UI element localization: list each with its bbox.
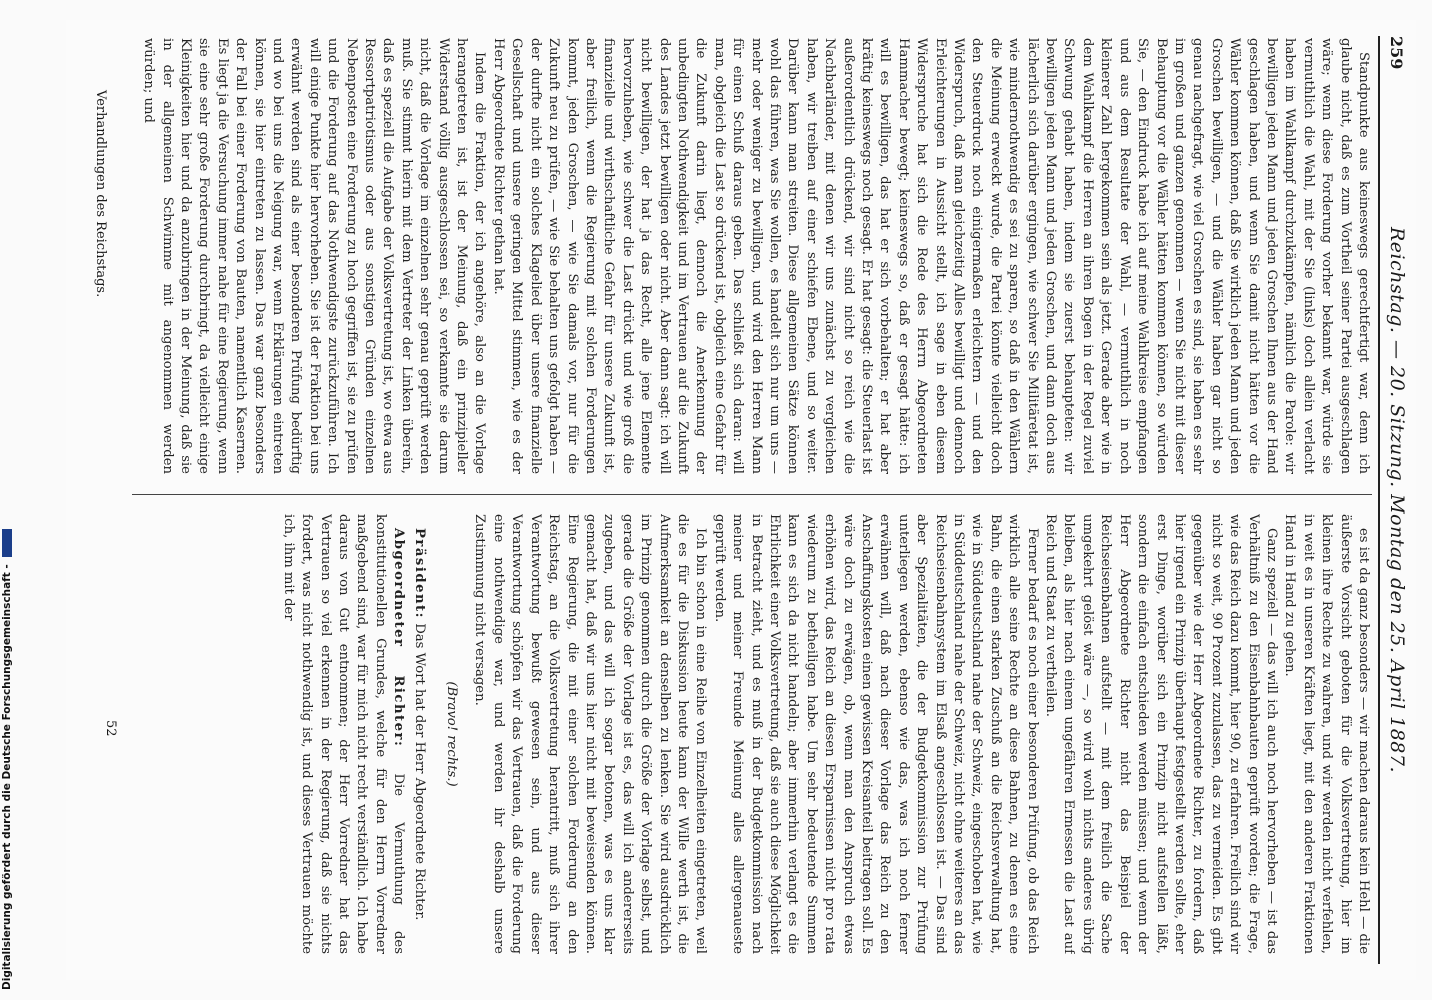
richter-speech-text: Die Vermuthung des konstitutionellen Grundes, welche für den Herrn Vorredner maßgebend sind, war für mich nicht recht verständlich. Ich habe daraus von Gut entnommen; der Herr Vorredner hat das Vertrauen so viel erkennen in der Regierung, daß sie nichts fordert, was nicht nothwendig ist, und dieses Vertrauen möchte ich, ihm mit der	[280, 514, 407, 954]
right-column	[132, 514, 1372, 954]
speaker-label-president: Präsident:	[411, 528, 427, 620]
running-title: Reichstag. — 20. Sitzung. Montag den 25. April 1887.	[1386, 227, 1408, 773]
speaker-label-richter: Abgeordneter Richter:	[391, 528, 407, 748]
president-speech-text: Das Wort hat der Herr Abgeordnete Richter.	[411, 623, 427, 921]
page-header	[1378, 36, 1410, 964]
left-paragraph-2: Indem die Fraktion, der ich angehöre, also an die Vorlage herangetreten ist, ist der Meinung, daß ein prinzipieller Widerstand völlig ausgeschlossen sei, so verkannte sie darum nicht, daß die Vorlage im einzelnen sehr genau geprüft werden muß. Sie stimmt hierin mit dem Vertreter der Linken überein, daß es speziell die Aufgabe der Volksvertretung ist, wo etwa aus Ressortpatriotismus oder aus sonstigen Gründen einzelnen Nebenposten eine Forderung zu hoch gegriffen ist, sie zu prüfen und die Forderung auf das Nothwendigste zurückzuführen. Ich will einige Punkte hier hervorheben. Sie ist der Fraktion bei uns erwähnt werden sind als einer besonderen Prüfung bedürftig und wo bei uns die Neigung war, wenn Erklärungen eintreten können, sie hier eintreten zu lassen. Das war ganz besonders der Fall bei einer Forderung von Bauten, namentlich Kasernen. Es liegt ja die Versuchung immer nahe für eine Regierung, wenn sie eine sehr große Forderung durchbringt, da vielleicht einige Kleinigkeiten hier und da anzubringen in der Meinung, daß sie in der allgemeinen Schwimme mit angenommen werden würden; und	[141, 38, 488, 474]
digitization-credit	[0, 0, 14, 1000]
right-paragraph-1: es ist da ganz besonders — wir machen daraus kein Hehl — die äußerste Vorsicht geboten für die Volksvertretung, hier im kleinen ihre Rechte zu wahren, und wir werden nicht verfehlen, in weit es in unseren Kräften liegt, mit den anderen Fraktionen Hand in Hand zu gehen.	[1282, 514, 1371, 954]
president-speech	[409, 514, 427, 954]
page-number: 259	[1387, 36, 1406, 70]
right-paragraph-3: Ferner bedarf es noch einer besonderen Prüfung, ob das Reich wirklich alle seine Rechte an diese Bahnen, zu denen es eine Bahn, die einen starken Zuschuß an die Reichsverwaltung hat, wie in Süddeutschland nahe der Schweiz, eingeschoben hat, wie in Süddeutschland nahe der Schweiz, nicht ohne weiteres an das Reichseisenbahnsystem im Elsaß angeschlossen ist. — Das sind aber Spezialitäten, die der Budgetkommission zur Prüfung unterliegen werden, ebenso wie das, was ich noch ferner erwähnen will, daß nach dieser Vorlage das Reich zu den Anschaffungskosten einen gewissen Kreisanteil beitragen soll. Es wäre doch zu erwägen, ob, wenn man den Anspruch etwas erhöhen wird, das Reich an diesen Ersparnissen nicht pro rata wiederum zu betheiligen habe. Um sehr bedeutende Summen kann es sich da nicht handeln; aber immerhin verlangt es die Ehrlichkeit einer Volksvertretung, daß sie auch diese Möglichkeit in Betracht zieht, und es muß in der Budgetkommission nach meiner und meiner Freunde Meinung alles allergenaueste geprüft werden.	[711, 514, 1040, 954]
page-footer-note: Verhandlungen des Reichstags.	[93, 90, 108, 298]
left-column	[132, 38, 1372, 474]
right-paragraph-2: Ganz speziell — das will ich auch noch hervorheben — ist das Verhältniß zu den Eisenbahnbauten geprüft worden; die Frage, wie das Reich dazu kommt, hier 90, zu erfahren. Freilich sind wir nicht so weit, 90 Prozent zuzulassen, das zu vermeiden. Es gibt gegenüber wie der Herr Abgeordnete Richter, zu fordern, daß hier irgend ein Prinzip überhaupt festgestellt werden sollte, eher erst Dinge, worüber sich ein Prinzip nicht aufstellen läßt, sondern die einfach entschieden werden müssen; und wenn der Herr Abgeordnete Richter nicht das Beispiel der Reichseisenbahnen aufstellt — mit dem freilich die Sache umgekehrt gelöst wäre —, so wird wohl nichts anderes übrig bleiben, als hier nach einem ungefähren Ermessen die Last auf Reich und Staat zu vertheilen.	[1043, 514, 1279, 954]
left-paragraph-1: Standpunkte aus keineswegs gerechtfertigt war, denn ich glaube nicht, daß es zum Vortheil seiner Partei ausgeschlagen wäre; wenn diese Forderung vorher bekannt war, würde sie vermuthlich die Wahl, mit der Sie (links) doch allein verlacht haben im Wahlkampf durchzukämpfen, nämlich die Parole: wir bewilligen jeden Mann und jeden Groschen Ihnen aus der Hand geschlagen haben, und wenn Sie damit nicht hätten vor die Wähler kommen können, daß Sie wirklich jeden Mann und jeden Groschen bewilligen, — und die Wähler haben gar nicht so genau nachgefragt, wie viel Groschen es sind, sie haben es sehr im großen und ganzen genommen — wenn Sie nicht mit dieser Behauptung vor die Wähler hätten kommen können, so würden Sie, — den Eindruck habe ich auf meine Wahlkreise empfangen und aus dem Resultate der Wahl, — vermuthlich in noch kleinerer Zahl hergekommen sein als jetzt. Gerade aber wie in dem Wahlkampf die Herren an ihren Bogen in der Regel zuviel Schwung gehabt haben, indem sie zuerst behaupteten: wir bewilligen jeden Mann und jeden Groschen, und dann doch aus lächerlich sich darüber ergingen, wie schwer Sie Militäretat ist, wie mindernothwendig es sei zu sparen, so daß in den Wählern die Meinung erweckt wurde, die Partei könnte vielleicht doch den Steuerdruck noch einigermaßen erleichtern — und den Widerspruch, daß man gleichzeitig Alles bewilligt und dennoch Erleichterungen in Aussicht stellt, ich sage in eben diesem Widerspruche hat sich die Rede des Herrn Abgeordneten Hammacher bewegt; keineswegs so, daß er gesagt hätte: ich will es bewilligen, das hat er sich vorbehalten; er hat aber kräftig keineswegs noch gesagt. Er hat gesagt: die Steuerlast ist außerordentlich drückend, wir sind nicht so reich wie die Nachbarländer, mit denen wir uns zunächst zu vergleichen haben, wir treiben auf einer schiefen Ebene, und so weiter. Darüber kann man streiten. Diese allgemeinen Sätze können wohl das führen, was Sie wollen, es handelt sich nur um uns — mehr oder weniger zu bewilligen, und wird den Herren Mann für einen Schuß daraus geben. Das schließt sich daran: will man, obgleich die Last so drückend ist, obgleich eine Gefahr für die Zukunft darin liegt, dennoch die Anerkennung der unbedingten Nothwendigkeit und im Vertrauen auf die Zukunft des Landes jetzt bewilligen oder nicht. Aber dann sagt: ich will nicht bewilligen, der hat ja das Recht, alle jene Elemente hervorzuheben, wie schwer die Last drückt und wie groß die finanzielle und wirthschaftliche Gefahr für unsere Zukunft ist, aber freilich, wenn die Regierung mit solchen Forderungen kommt, jeden Groschen, — wie Sie damals vor, nur für die Zukunft neu zu prüfen, — wie Sie behalten uns gefolgt haben — der durfte nicht ein solches Klagelied über unsere finanzielle Gesellschaft und unsere geringen Mittel stimmen, wie es der Herr Abgeordnete Richter gethan hat.	[490, 38, 1371, 474]
digitization-credit-text: Digitalisierung gefördert durch die Deutsche Forschungsgemeinschaft -	[1, 564, 13, 990]
richter-speech	[278, 514, 407, 954]
stage-direction: (Bravo! rechts.)	[444, 681, 460, 787]
right-paragraph-4: Ich bin schon in eine Reihe von Einzelheiten eingetreten, weil die es für die Diskussion heute kann der Wille werth ist, die Aufmerksamkeit an denselben zu lenken. Sie wird ausdrücklich im Prinzip genommen durch die Größe der Vorlage selbst, und gerade die Größe der Vorlage ist es, das will ich andererseits zugeben, und das will ich sogar betonen, was es uns klar gemacht hat, daß wir uns hier nicht mit beweisenden können. Eine Regierung, die mit einer solchen Forderung an den Reichstag, an die Volksvertretung herantritt, muß sich ihrer Verantwortung bewußt gewesen sein, und aus dieser Verantwortung schöpfen wir das Vertrauen, daß die Forderung eine nothwendige war, und werden ihr deshalb unsere Zustimmung nicht versagen.	[472, 514, 709, 954]
column-divider	[132, 494, 1372, 495]
document-page	[66, 20, 1416, 980]
dfg-logo-icon	[2, 529, 12, 557]
signature-mark: 52	[103, 720, 118, 737]
